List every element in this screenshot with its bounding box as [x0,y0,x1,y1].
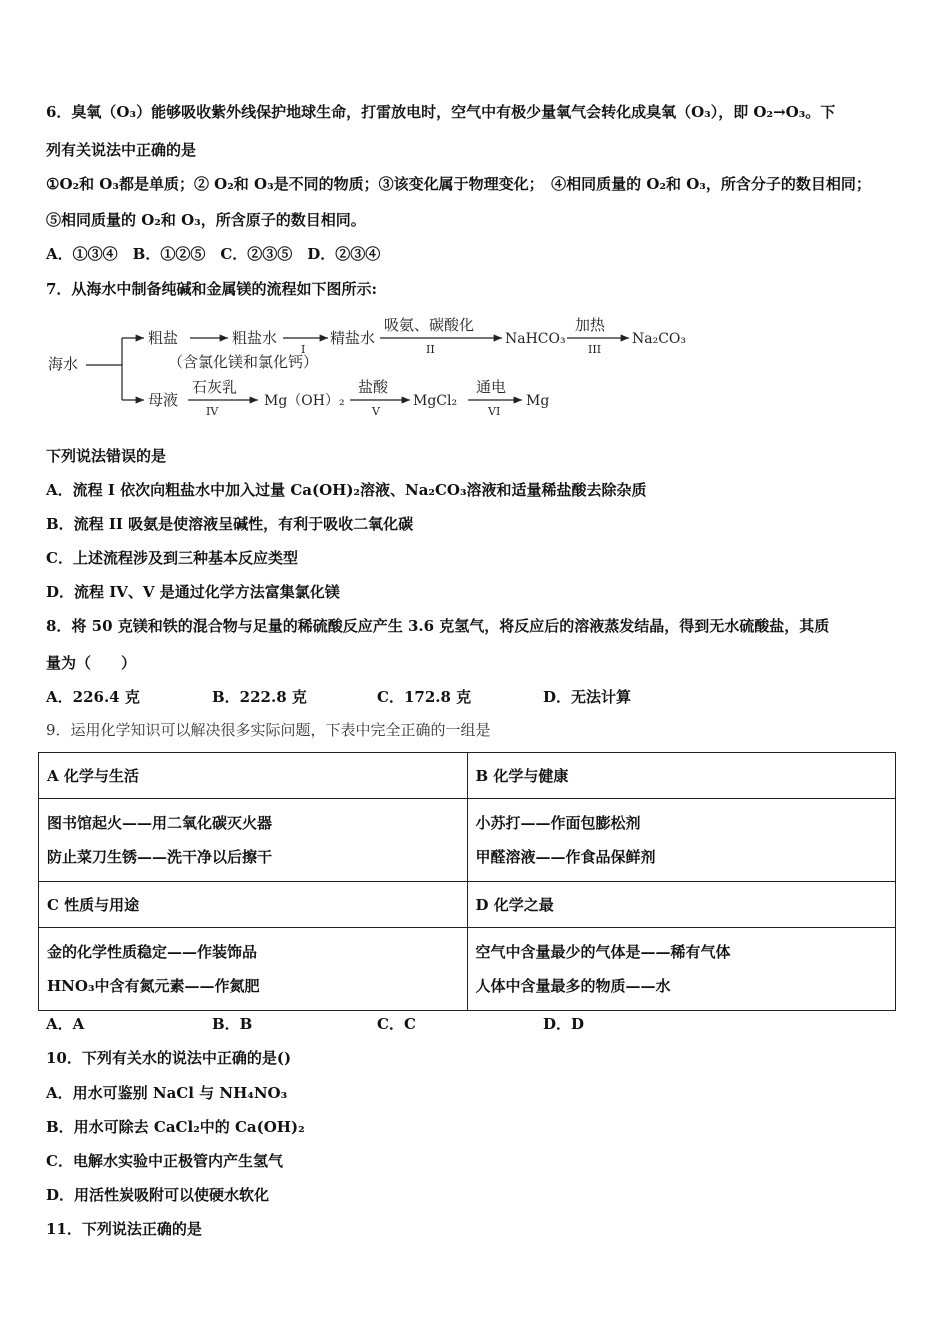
q10-option-d: D．用活性炭吸附可以使硬水软化 [46,1186,270,1204]
node-refined-salt-water: 精盐水 [330,329,376,347]
q9-b-line1: 小苏打——作面包膨松剂 [475,814,641,832]
q7-stem: 7．从海水中制备纯碱和金属镁的流程如下图所示: [46,280,377,298]
q10-stem: 10．下列有关水的说法中正确的是() [46,1049,292,1067]
q8-option-c: C．172.8 克 [377,688,472,706]
step-6-reagent: 通电 [476,378,507,396]
q8-stem-line1: 8．将 50 克镁和铁的混合物与足量的稀硫酸反应产生 3.6 克氢气，将反应后的溶液蒸发结晶，得到无水硫酸盐，其质 [46,617,830,635]
node-na2co3: Na₂CO₃ [632,331,687,347]
node-crude-salt: 粗盐 [148,329,179,347]
q9-d-line1: 空气中含量最少的气体是——稀有气体 [475,943,731,961]
q9-cell-b-head: B 化学与健康 [467,753,896,799]
q9-cell-d-head: D 化学之最 [467,882,896,928]
q9-c-line1: 金的化学性质稳定——作装饰品 [47,943,258,961]
q6-statements-line2: ⑤相同质量的 O₂和 O₃，所含原子的数目相同。 [46,211,366,229]
node-impurity-note: （含氯化镁和氯化钙） [168,353,319,371]
q8-option-a: A．226.4 克 [46,688,140,706]
node-seawater: 海水 [48,355,79,373]
q8-option-b: B．222.8 克 [212,688,307,706]
q9-cell-a-body [39,799,468,882]
q7-option-b: B．流程 II 吸氨是使溶液呈碱性，有利于吸收二氧化碳 [46,515,414,533]
q9-cell-c-head: C 性质与用途 [39,882,468,928]
q10-option-b: B．用水可除去 CaCl₂中的 Ca(OH)₂ [46,1118,305,1136]
q7-option-c: C．上述流程涉及到三种基本反应类型 [46,549,298,567]
node-nahco3: NaHCO₃ [505,331,566,347]
q9-a-line2: 防止菜刀生锈——洗干净以后擦干 [47,848,273,866]
q8-option-d: D．无法计算 [543,688,632,706]
q6-options: A．①③④ B．①②⑤ C．②③⑤ D．②③④ [46,245,381,263]
q9-option-d: D．D [543,1015,585,1033]
node-mg: Mg [526,393,550,409]
q9-stem: 9．运用化学知识可以解决很多实际问题，下表中完全正确的一组是 [46,721,491,739]
q6-statements-line1: ①O₂和 O₃都是单质；② O₂和 O₃是不同的物质；③该变化属于物理变化； ④相同质量的 O₂和 O₃，所含分子的数目相同； [46,175,871,193]
q7-option-a: A．流程 I 依次向粗盐水中加入过量 Ca(OH)₂溶液、Na₂CO₃溶液和适量稀盐酸去除杂质 [46,481,647,499]
step-5-reagent: 盐酸 [358,378,389,396]
node-mgoh2: Mg（OH）₂ [264,393,345,409]
q9-c-line2: HNO₃中含有氮元素——作氮肥 [47,977,260,995]
step-3-reagent: 加热 [575,316,606,334]
q11-stem: 11．下列说法正确的是 [46,1220,202,1238]
q9-cell-c-body [39,928,468,1011]
q8-stem-line2: 量为（ ） [46,654,137,672]
q9-a-line1: 图书馆起火——用二氧化碳灭火器 [47,814,273,832]
q10-option-c: C．电解水实验中正极管内产生氢气 [46,1152,283,1170]
q9-b-line2: 甲醛溶液——作食品保鲜剂 [475,848,656,866]
step-6-label: VI [488,405,501,418]
q9-option-c: C．C [377,1015,416,1033]
q7-flow-diagram [40,310,740,425]
step-4-label: IV [206,405,219,418]
q9-cell-a-head: A 化学与生活 [39,753,468,799]
q7-option-d: D．流程 IV、V 是通过化学方法富集氯化镁 [46,583,340,601]
step-5-label: V [372,405,380,418]
q9-option-b: B．B [212,1015,253,1033]
node-mother-liquor: 母液 [148,391,179,409]
q7-question: 下列说法错误的是 [46,447,167,465]
q9-d-line2: 人体中含量最多的物质——水 [475,977,671,995]
node-crude-salt-water: 粗盐水 [232,329,278,347]
step-4-reagent: 石灰乳 [192,378,238,396]
q10-option-a: A．用水可鉴别 NaCl 与 NH₄NO₃ [46,1084,288,1102]
q9-cell-d-body [467,928,896,1011]
step-3-label: III [588,343,602,356]
step-1-label: I [301,343,306,356]
q9-table [38,752,896,1011]
node-mgcl2: MgCl₂ [413,393,458,409]
q9-cell-b-body [467,799,896,882]
q6-stem-line1: 6．臭氧（O₃）能够吸收紫外线保护地球生命，打雷放电时，空气中有极少量氧气会转化成臭氧（O₃），即 O₂→O₃。下 [46,103,836,121]
step-2-label: II [426,343,435,356]
q9-option-a: A．A [46,1015,85,1033]
step-2-reagent: 吸氨、碳酸化 [384,316,475,334]
q6-stem-line2: 列有关说法中正确的是 [46,141,197,159]
